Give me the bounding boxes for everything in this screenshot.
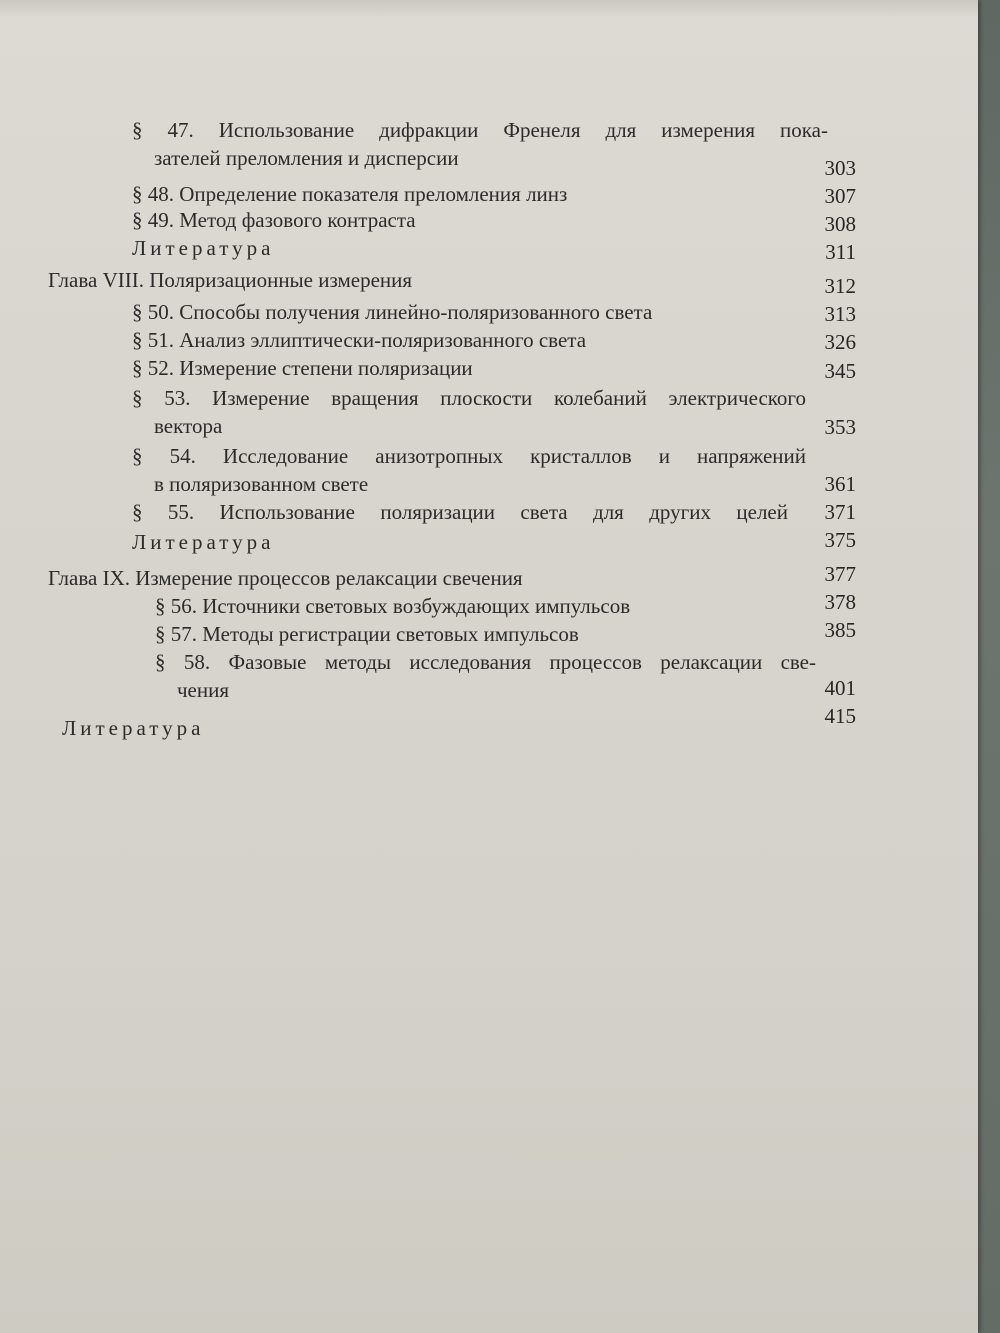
toc-page-375: 375 — [824, 528, 856, 552]
toc-entry-literature-1 — [132, 234, 858, 262]
toc-page-378: 378 — [824, 590, 856, 614]
toc-entry-51 — [132, 326, 858, 354]
toc-chapter-9-line-1: Глава IX. Измерение процессов релаксации свечения — [48, 566, 523, 590]
toc-entry-47-line-2: зателей преломления и дисперсии — [154, 146, 459, 170]
toc-entry-47 — [132, 116, 828, 172]
toc-entry-52-line-1: § 52. Измерение степени поляризации — [132, 356, 473, 380]
toc-entry-literature-2-line-1: Литература — [132, 530, 275, 554]
toc-entry-53 — [132, 384, 806, 440]
toc-entry-literature-1-line-1: Литература — [132, 236, 275, 260]
toc-entry-53-line-2: вектора — [154, 414, 223, 438]
toc-entry-49-line-1: § 49. Метод фазового контраста — [132, 208, 416, 232]
toc-chapter-8-line-1: Глава VIII. Поляризационные измерения — [48, 268, 413, 292]
toc-entry-55-line-1: § 55. Использование поляризации света для других целей — [132, 500, 788, 524]
toc-entry-57 — [155, 620, 858, 648]
toc-page-313: 313 — [824, 302, 856, 326]
toc-page-303: 303 — [824, 156, 856, 180]
toc-entry-literature-3 — [62, 714, 858, 742]
toc-entry-54 — [132, 442, 806, 498]
toc-entry-56 — [155, 592, 858, 620]
toc-entry-56-line-1: § 56. Источники световых возбуждающих импульсов — [155, 594, 631, 618]
toc-entry-literature-3-line-1: Литература — [62, 716, 205, 740]
toc-page-353: 353 — [824, 415, 856, 439]
toc-page-308: 308 — [824, 212, 856, 236]
toc-entry-58 — [155, 648, 816, 704]
toc-page-326: 326 — [824, 330, 856, 354]
toc-entry-55 — [132, 498, 788, 526]
toc-entry-47-line-1: § 47. Использование дифракции Френеля для измерения пока- — [132, 118, 828, 142]
toc-entry-58-line-2: чения — [177, 678, 230, 702]
toc-page-377: 377 — [824, 562, 856, 586]
toc-page-361: 361 — [824, 472, 856, 496]
toc-page-312: 312 — [824, 274, 856, 298]
toc-entry-58-line-1: § 58. Фазовые методы исследования процессов релаксации све- — [155, 650, 816, 674]
toc-page-401: 401 — [824, 676, 856, 700]
toc-entry-52 — [132, 354, 858, 382]
toc-page-345: 345 — [824, 359, 856, 383]
toc-entry-54-line-2: в поляризованном свете — [154, 472, 369, 496]
toc-page-307: 307 — [824, 184, 856, 208]
toc-page-371: 371 — [824, 500, 856, 524]
toc-entry-49 — [132, 206, 858, 234]
toc-entry-51-line-1: § 51. Анализ эллиптически-поляризованного света — [132, 328, 587, 352]
toc-entry-57-line-1: § 57. Методы регистрации световых импульсов — [155, 622, 579, 646]
toc-page-311: 311 — [825, 240, 856, 264]
toc-entry-53-line-1: § 53. Измерение вращения плоскости колебаний электрического — [132, 386, 806, 410]
toc-chapter-9 — [48, 564, 858, 592]
toc-entry-54-line-1: § 54. Исследование анизотропных кристаллов и напряжений — [132, 444, 806, 468]
toc-entry-50 — [132, 298, 858, 326]
toc-entry-48-line-1: § 48. Определение показателя преломления линз — [132, 182, 568, 206]
toc-page-415: 415 — [824, 704, 856, 728]
toc-entry-literature-2 — [132, 528, 858, 556]
toc-entry-48 — [132, 180, 858, 208]
toc-chapter-8 — [48, 266, 858, 294]
toc-entry-50-line-1: § 50. Способы получения линейно-поляризованного света — [132, 300, 653, 324]
toc-page-385: 385 — [824, 618, 856, 642]
